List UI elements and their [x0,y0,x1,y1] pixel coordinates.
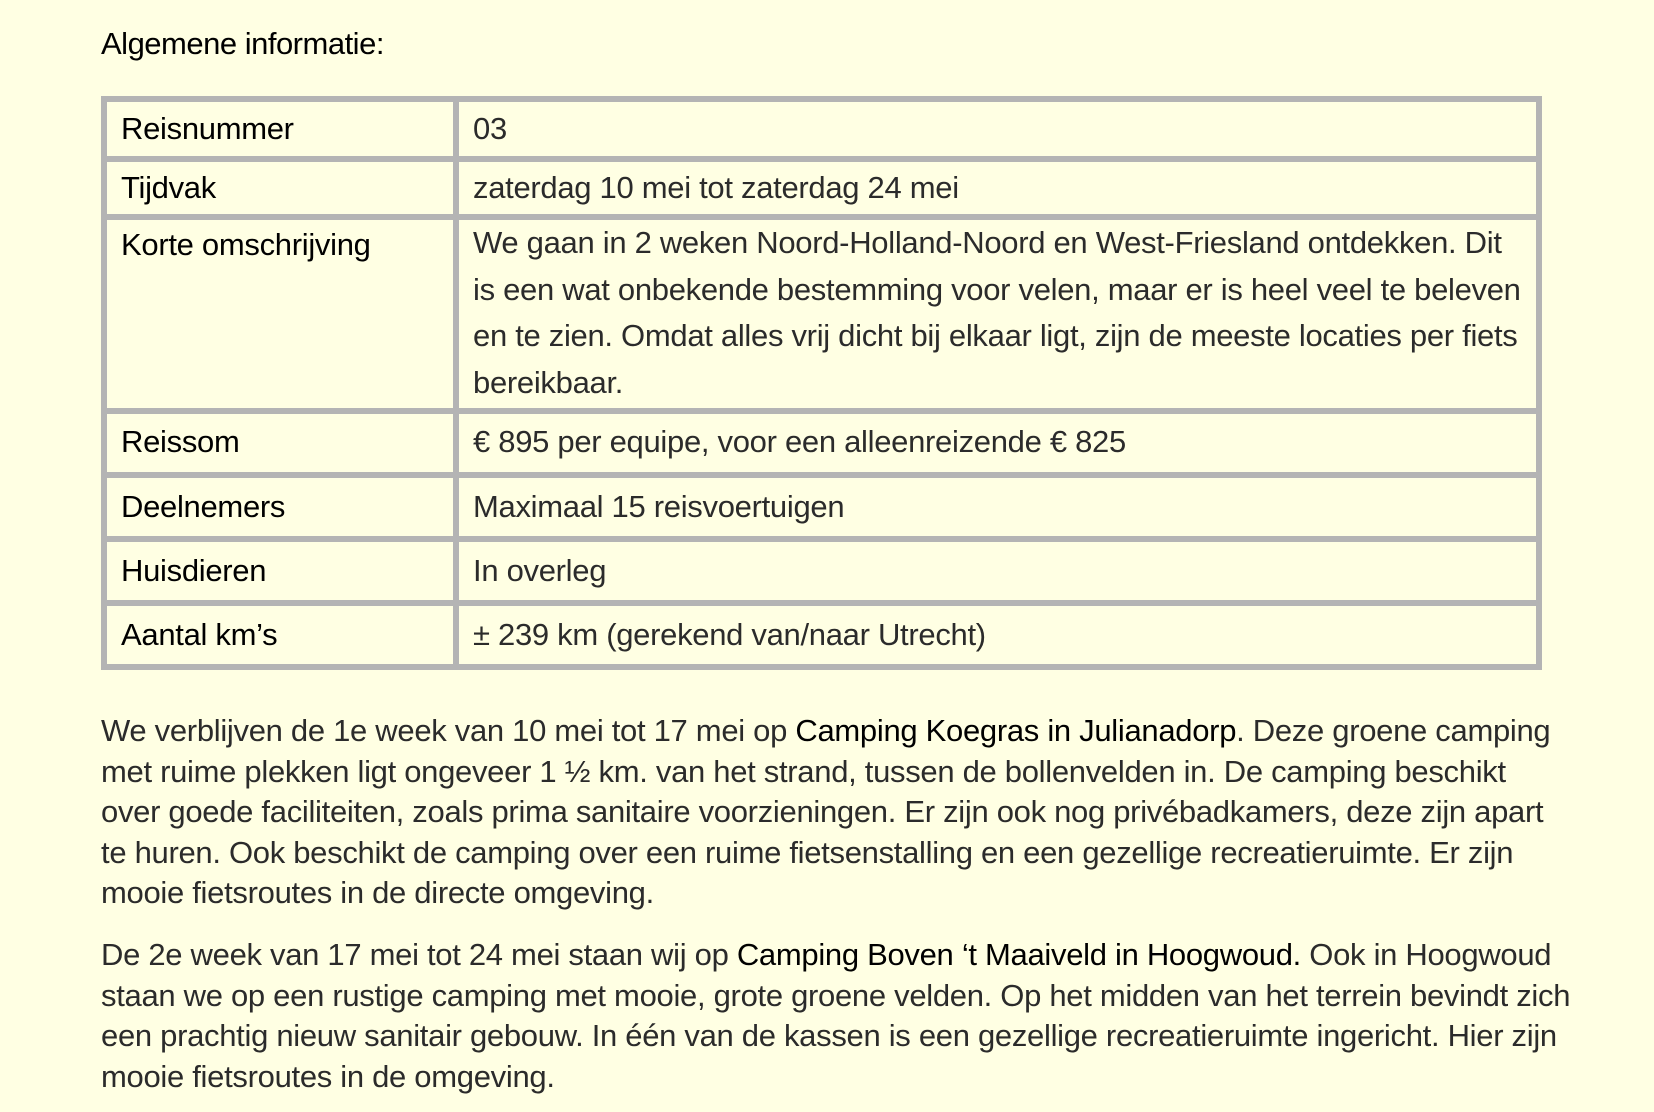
camping-maaiveld-name: Camping Boven ‘t Maaiveld in Hoogwoud. [736,937,1301,972]
table-row [104,411,1539,475]
paragraph-week-1 [101,711,1571,914]
row-label-km: Aantal km’s [104,603,456,667]
table-row [104,217,1539,411]
row-value-huisdieren: In overleg [456,539,1539,603]
paragraph-week-1-text-end: . Deze groene camping met ruime plekken ligt ongeveer 1 ½ km. van het strand, tussen de bollenvelden in. De camping beschikt over goede faciliteiten, zoals prima sanitaire voorzieningen. Er zijn ook nog privébadkamers, deze zijn apart te huren. Ook beschikt de camping over een ruime fietsenstalling en een gezellige recreatieruimte. Er zijn mooie fietsroutes in de directe omgeving. [101,713,1551,910]
camping-koegras-name: Camping Koegras in Julianadorp [795,713,1237,748]
table-row [104,603,1539,667]
table-row [104,99,1539,159]
paragraph-week-1-text-start: We verblijven de 1e week van 10 mei tot 17 mei op [101,713,796,748]
table-row [104,475,1539,539]
table-row [104,159,1539,217]
paragraph-week-2-text-end: Ook in Hoogwoud staan we op een rustige camping met mooie, grote groene velden. Op het midden van het terrein bevindt zich een prachtig nieuw sanitair gebouw. In één van de kassen is een gezellige recreatieruimte ingericht. Hier zijn mooie fietsroutes in de omgeving. [101,937,1571,1094]
row-label-reissom: Reissom [104,411,456,475]
row-value-omschrijving: We gaan in 2 weken Noord-Holland-Noord en West-Friesland ontdekken. Dit is een wat onbekende bestemming voor velen, maar er is heel veel te beleven en te zien. Omdat alles vrij dicht bij elkaar ligt, zijn de meeste locaties per fiets bereikbaar. [456,217,1539,411]
row-value-deelnemers: Maximaal 15 reisvoertuigen [456,475,1539,539]
section-heading: Algemene informatie: [101,26,384,61]
row-value-reisnummer: 03 [456,99,1539,159]
row-label-omschrijving: Korte omschrijving [104,217,456,411]
table-row [104,539,1539,603]
row-label-reisnummer: Reisnummer [104,99,456,159]
row-label-tijdvak: Tijdvak [104,159,456,217]
row-value-reissom: € 895 per equipe, voor een alleenreizende € 825 [456,411,1539,475]
row-label-huisdieren: Huisdieren [104,539,456,603]
info-table [101,96,1542,670]
paragraph-week-2 [101,935,1571,1097]
paragraph-week-2-text-start: De 2e week van 17 mei tot 24 mei staan wij op [101,937,737,972]
row-value-km: ± 239 km (gerekend van/naar Utrecht) [456,603,1539,667]
row-label-deelnemers: Deelnemers [104,475,456,539]
row-value-tijdvak: zaterdag 10 mei tot zaterdag 24 mei [456,159,1539,217]
